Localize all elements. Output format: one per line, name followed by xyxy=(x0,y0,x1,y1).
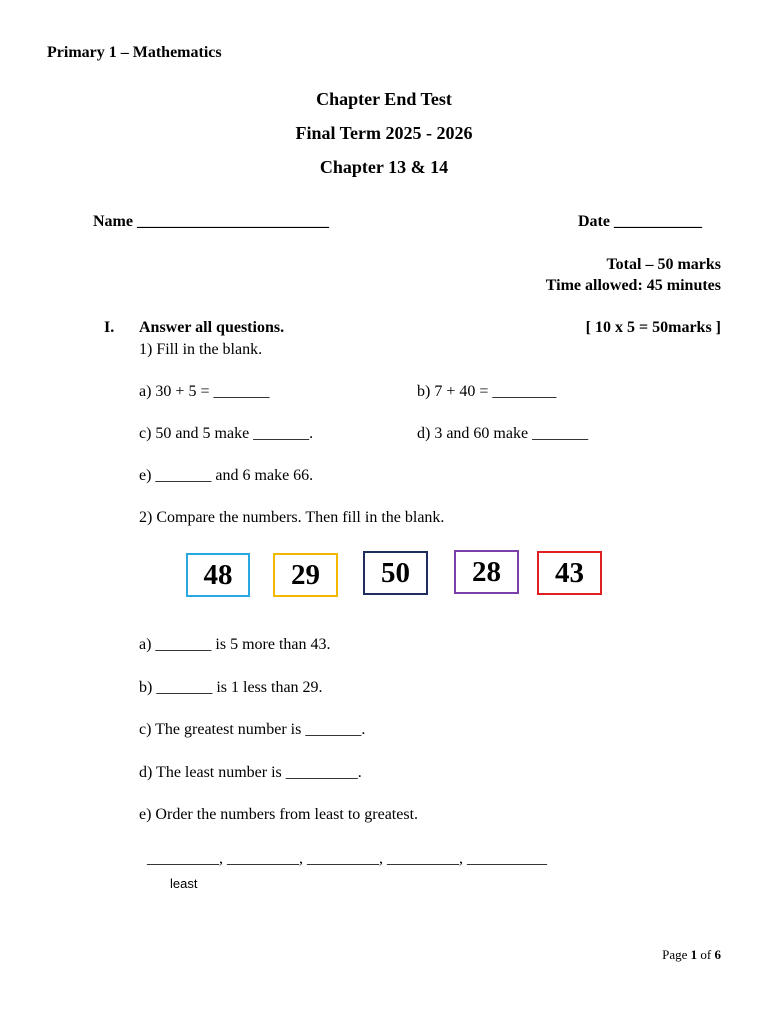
q1-prompt: 1) Fill in the blank. xyxy=(139,341,263,358)
least-label: least xyxy=(170,876,198,891)
time-allowed: Time allowed: 45 minutes xyxy=(545,277,721,294)
order-blanks: _________, _________, _________, _________, __________ xyxy=(147,850,547,867)
test-title: Chapter End Test xyxy=(316,89,452,109)
q2-b: b) _______ is 1 less than 29. xyxy=(139,679,323,696)
date-field: Date ___________ xyxy=(578,213,702,230)
number-box-28: 28 xyxy=(454,550,519,594)
subject-header: Primary 1 – Mathematics xyxy=(47,44,222,61)
q1-b: b) 7 + 40 = ________ xyxy=(417,383,557,400)
name-field: Name ________________________ xyxy=(93,213,329,230)
section-marks: [ 10 x 5 = 50marks ] xyxy=(585,319,721,336)
page-number: Page 1 of 6 xyxy=(662,947,721,962)
q2-c: c) The greatest number is _______. xyxy=(139,721,366,738)
q2-a: a) _______ is 5 more than 43. xyxy=(139,636,331,653)
q1-e: e) _______ and 6 make 66. xyxy=(139,467,314,484)
q2-prompt: 2) Compare the numbers. Then fill in the blank. xyxy=(139,509,445,526)
chapter-title: Chapter 13 & 14 xyxy=(319,157,449,177)
number-box-48: 48 xyxy=(186,553,250,597)
section-instruction: Answer all questions. xyxy=(139,319,285,336)
q1-d: d) 3 and 60 make _______ xyxy=(417,425,589,442)
q2-d: d) The least number is _________. xyxy=(139,764,362,781)
q2-e: e) Order the numbers from least to greatest. xyxy=(139,806,419,823)
q1-c: c) 50 and 5 make _______. xyxy=(139,425,314,442)
number-box-43: 43 xyxy=(537,551,602,595)
total-marks: Total – 50 marks xyxy=(606,256,721,273)
section-numeral: I. xyxy=(104,319,115,336)
number-box-50: 50 xyxy=(363,551,428,595)
term-title: Final Term 2025 - 2026 xyxy=(295,123,473,143)
number-box-29: 29 xyxy=(273,553,338,597)
q1-a: a) 30 + 5 = _______ xyxy=(139,383,270,400)
